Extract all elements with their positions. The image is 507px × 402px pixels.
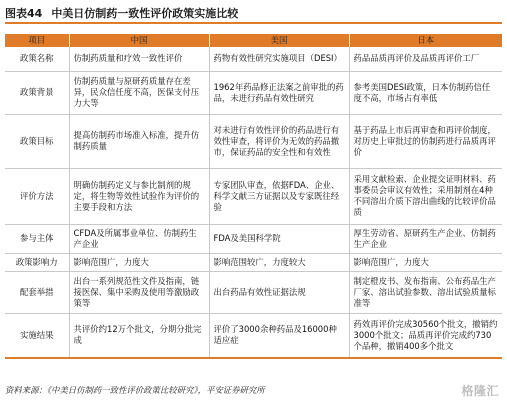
cell-usa: 对未进行有效性评价的药品进行有效性审查，将评价为无效的药品撤市，保证药品的安全性和有效性 <box>209 114 349 168</box>
row-label: 评价方法 <box>5 168 69 224</box>
figure-title: 中美日仿制药一致性评价政策实施比较 <box>51 6 239 20</box>
title-divider <box>5 22 502 24</box>
cell-china: 影响范围广，力度大 <box>69 253 209 271</box>
figure-title-bar <box>5 4 502 21</box>
comparison-table <box>5 34 502 359</box>
row-label: 参与主体 <box>5 224 69 253</box>
cell-china: CFDA及所属事业单位、仿制药生产企业 <box>69 224 209 253</box>
cell-china: 提高仿制药市场准入标准，提升仿制药质量 <box>69 114 209 168</box>
cell-japan: 参考美国DESI政策，日本仿制药信任度不高，市场占有率低 <box>349 71 502 114</box>
cell-usa: 1962年药品修正法案之前审批的药品，未进行药品有效性研究 <box>209 71 349 114</box>
table-row <box>5 168 502 224</box>
row-label: 政策影响力 <box>5 253 69 271</box>
cell-china: 共评价约12万个批文，分期分批完成 <box>69 313 209 358</box>
row-label: 政策名称 <box>5 47 69 71</box>
cell-japan: 采用文献检索、企业提交证明材料、药事委员会审议有效性；采用制剂在4种不同溶出介质下溶出曲线的比较评价品质 <box>349 168 502 224</box>
table-row <box>5 271 502 313</box>
cell-japan: 基于药品上市后再审查和再评价制度，对历史上审批过的仿制药进行品质再评价 <box>349 114 502 168</box>
cell-china: 仿制药质量和疗效一致性评价 <box>69 47 209 71</box>
row-label: 政策背景 <box>5 71 69 114</box>
table-row <box>5 114 502 168</box>
cell-usa: 专家团队审查，依据FDA、企业、科学文献三方证据以及专家既往经验 <box>209 168 349 224</box>
table-row <box>5 224 502 253</box>
header-usa: 美国 <box>209 34 349 47</box>
cell-china: 明确仿制药定义与参比制剂的规定，将生物等效性试验作为评价的主要手段和方法 <box>69 168 209 224</box>
cell-usa: 药物有效性研究实施项目（DESI） <box>209 47 349 71</box>
cell-china: 出台一系列规范性文件及指南，链接医保、集中采购及使用等激励政策等 <box>69 271 209 313</box>
cell-usa: 评价了3000余种药品及16000种适应症 <box>209 313 349 358</box>
cell-usa: 影响范围较广，力度较大 <box>209 253 349 271</box>
row-label: 配套举措 <box>5 271 69 313</box>
cell-japan: 药效再评价完成30560个批文，撤销约3000个批文；品质再评价完成约730个品种，撤销400多个批文 <box>349 313 502 358</box>
source-note: 资料来源：《中美日仿制药一致性评价政策比较研究》，平安证券研究所 <box>5 385 265 395</box>
cell-usa: 出台药品有效性证据法规 <box>209 271 349 313</box>
table-row <box>5 253 502 271</box>
figure-number: 图表44 <box>5 6 43 20</box>
row-label: 政策目标 <box>5 114 69 168</box>
cell-china: 仿制药质量与原研药质量存在差异，民众信任度不高，医保支付压力大等 <box>69 71 209 114</box>
header-china: 中国 <box>69 34 209 47</box>
table-header-row <box>5 34 502 47</box>
watermark-logo: 格隆汇 <box>461 384 499 398</box>
cell-japan: 制定橙皮书、发布指南、公布药品生产厂家、溶出试验参数、溶出试验质量标准等 <box>349 271 502 313</box>
table-row <box>5 47 502 71</box>
header-item: 项目 <box>5 34 69 47</box>
cell-japan: 影响范围广，力度大 <box>349 253 502 271</box>
cell-japan: 厚生劳动省、原研药生产企业、仿制药生产企业 <box>349 224 502 253</box>
row-label: 实施结果 <box>5 313 69 358</box>
table-row <box>5 313 502 358</box>
cell-japan: 药品品质再评价及品质再评价工厂 <box>349 47 502 71</box>
header-japan: 日本 <box>349 34 502 47</box>
cell-usa: FDA及美国科学院 <box>209 224 349 253</box>
table-row <box>5 71 502 114</box>
